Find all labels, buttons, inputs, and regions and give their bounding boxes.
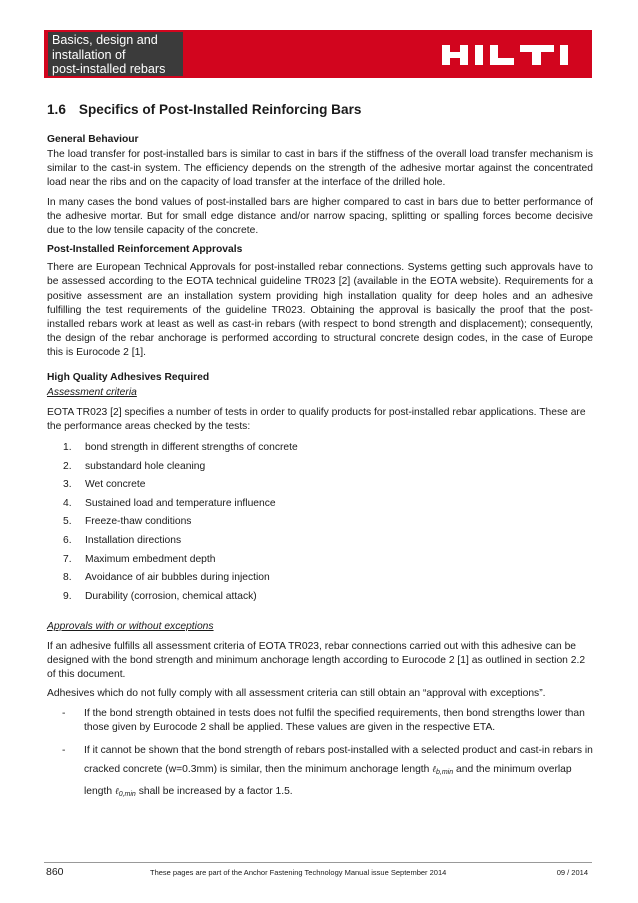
list-item: 3. Wet concrete <box>63 479 146 491</box>
list-item: 4. Sustained load and temperature influence <box>63 497 276 509</box>
hilti-logo <box>442 44 582 66</box>
general-heading: General Behaviour <box>47 134 139 145</box>
section-number: 1.6 <box>47 102 66 117</box>
header-title <box>48 32 183 76</box>
exceptions-paragraph-2: Adhesives which do not fully comply with all assessment criteria can still obtain an “approval with exceptions”. <box>47 688 546 700</box>
page-footer <box>44 862 592 883</box>
list-item: - If it cannot be shown that the bond strength of rebars post-installed with a selected product and cast-in rebars in cracked concrete (w=0.3mm) is similar, then the minimum anchorage length ℓb,min and the minimum overlap length ℓ0,min shall be increased by a factor 1.5. <box>62 744 593 798</box>
adhesives-heading: High Quality Adhesives Required <box>47 371 210 383</box>
exceptions-list <box>47 707 593 804</box>
approvals-paragraph: There are European Technical Approvals for post-installed rebar connections. Systems getting such approvals have to be assessed according to the EOTA technical guideline TR023 [2] (available in the EOTA website). Requirements for a positive assessment are an installation system providing high installation quality for deep holes and an adhesive fulfilling the test requirements of the guideline TR023. Obtaining the approval is basically the proof that the post-installed rebars work at least as well as cast-in rebars (with respect to bond strength and displacement); consequently, the design of the rebar anchorage is performed according to structural concrete design codes, in the case of Europe this is Eurocode 2 [1]. <box>47 262 593 359</box>
list-item: 2. substandard hole cleaning <box>63 460 206 472</box>
page-number: 860 <box>46 866 64 878</box>
footer-note: These pages are part of the Anchor Fastening Technology Manual issue September 2014 <box>150 868 447 877</box>
general-paragraph-2: In many cases the bond values of post-installed bars are higher compared to cast in bars due to better performance of the adhesive mortar. But for small edge distance and/or narrow spacing, splitting or spalling forces become decisive due to the low tensile capacity of the concrete. <box>47 196 593 237</box>
general-paragraph-1: The load transfer for post-installed bars is similar to cast in bars if the stiffness of the overall load transfer mechanism is similar to the cast-in system. The efficiency depends on the strength of the adhesive mortar against the concentrated load near the ribs and on the capacity of load transfer at the interface of the drilled hole. <box>47 149 593 189</box>
symbol-subscript: b,min <box>436 768 454 776</box>
section-title <box>47 102 593 117</box>
list-item: 5. Freeze-thaw conditions <box>63 516 192 528</box>
footer-date: 09 / 2014 <box>556 868 588 877</box>
header-title-line-3: post-installed rebars <box>52 62 166 76</box>
ell-symbol: ℓ <box>432 764 437 775</box>
list-item: 6. Installation directions <box>63 535 182 547</box>
list-item: 8. Avoidance of air bubbles during injection <box>63 572 270 584</box>
exceptions-heading: Approvals with or without exceptions <box>47 620 214 632</box>
exceptions-paragraph-1: If an adhesive fulfills all assessment criteria of EOTA TR023, rebar connections carried out with this adhesive can be designed with the bond strength and minimum anchorage length according to Eurocode 2 [1] as outlined in section 2.2 of this document. <box>47 640 586 681</box>
symbol-subscript: 0,min <box>118 790 136 798</box>
header-title-line-2: installation of <box>52 47 126 62</box>
list-item: 7. Maximum embedment depth <box>63 553 216 565</box>
criteria-intro: EOTA TR023 [2] specifies a number of tests in order to qualify products for post-installed rebar applications. These are the performance areas checked by the tests: <box>47 406 586 432</box>
page-content <box>47 102 593 809</box>
header-banner <box>44 30 592 78</box>
criteria-heading: Assessment criteria <box>47 386 137 398</box>
approvals-heading: Post-Installed Reinforcement Approvals <box>47 244 243 256</box>
section-title-text: Specifics of Post-Installed Reinforcing Bars <box>78 102 362 117</box>
header-title-line-1: Basics, design and <box>52 33 158 47</box>
list-item: 1. bond strength in different strengths of concrete <box>63 442 298 454</box>
criteria-list <box>47 441 593 604</box>
logo-text: HILTI <box>442 44 445 45</box>
list-item: - If the bond strength obtained in tests does not fulfil the specified requirements, then bond strengths lower than those given by Eurocode 2 shall be applied. These values are given in the respective ETA. <box>62 707 585 734</box>
ell-symbol: ℓ <box>114 786 119 797</box>
list-item: 9. Durability (corrosion, chemical attack) <box>63 590 257 602</box>
